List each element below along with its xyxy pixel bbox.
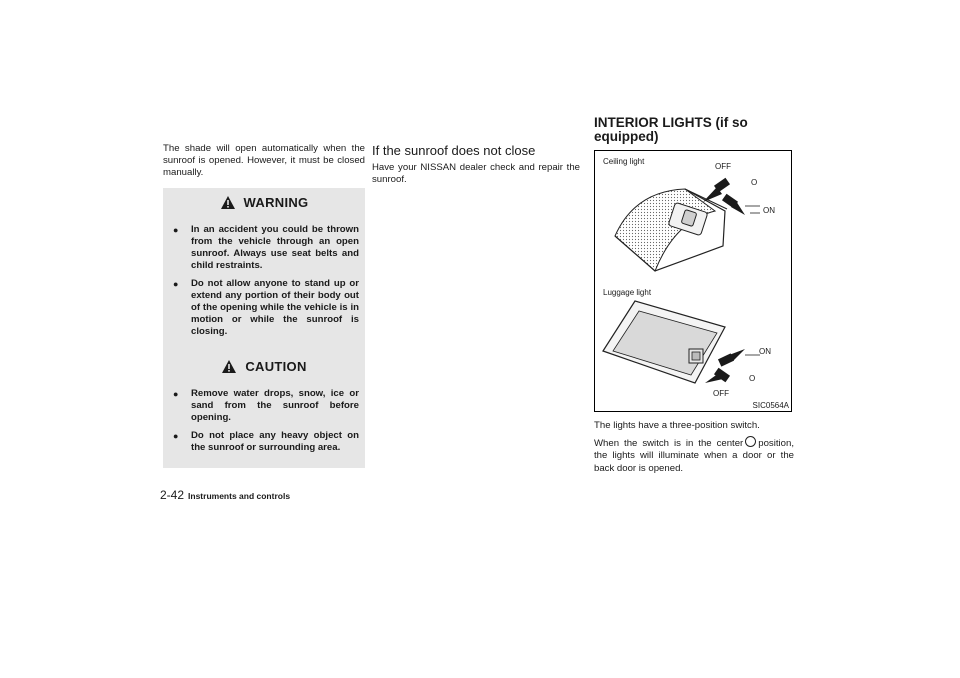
interior-lights-heading: INTERIOR LIGHTS (if so equipped) [594, 115, 748, 144]
section-name: Instruments and controls [188, 491, 291, 501]
shade-intro-text: The shade will open automatically when the sunroof is opened. However, it must be closed manually. [163, 143, 365, 179]
caution-label: CAUTION [245, 359, 307, 375]
luggage-off-label: OFF [713, 389, 729, 398]
left-column [163, 143, 365, 452]
interior-lights-illustration [595, 151, 791, 411]
bullet-icon: ● [173, 224, 179, 235]
center-position-text [594, 436, 794, 475]
caution-icon [221, 359, 237, 374]
center-position-circle-icon [745, 436, 756, 447]
ceiling-off-label: OFF [715, 162, 731, 171]
caution-item-text: Remove water drops, snow, ice or sand from the sunroof before opening. [191, 387, 359, 423]
sunroof-dealer-text: Have your NISSAN dealer check and repair the sunroof. [372, 162, 580, 186]
right-column [594, 116, 794, 475]
warning-label: WARNING [243, 195, 309, 211]
luggage-light-label: Luggage light [603, 288, 652, 297]
ceiling-light-label: Ceiling light [603, 157, 645, 166]
figure-code: SIC0564A [752, 401, 789, 410]
caution-box [163, 352, 365, 452]
list-item [169, 224, 359, 272]
luggage-on-label: ON [759, 347, 771, 356]
warning-item-text: Do not allow anyone to stand up or extend any portion of their body out of the opening while the vehicle is in motion or while the sunroof is closing. [191, 277, 359, 338]
ceiling-o-label: O [751, 178, 758, 187]
luggage-o-label: O [749, 374, 756, 383]
sunroof-not-close-heading: If the sunroof does not close [372, 143, 536, 158]
list-item [169, 278, 359, 338]
page-number: 2-42 [160, 488, 185, 502]
list-item [169, 430, 359, 454]
interior-lights-figure [594, 150, 792, 412]
center-position-text-a: When the switch is in the center [594, 438, 744, 450]
page-footer [160, 488, 290, 502]
bullet-icon: ● [173, 278, 179, 289]
bullet-icon: ● [173, 388, 179, 399]
warning-icon [220, 195, 236, 210]
warning-header [163, 188, 365, 218]
caution-header [163, 352, 365, 382]
caution-item-text: Do not place any heavy object on the sunroof or surrounding area. [191, 429, 359, 453]
ceiling-on-label: ON [763, 206, 775, 215]
middle-column [372, 143, 580, 186]
warning-box [163, 188, 365, 338]
bullet-icon: ● [173, 430, 179, 441]
center-position-text-b: position, the lights will illuminate when a door or the back door is opened. [594, 438, 794, 474]
three-position-text: The lights have a three-position switch. [594, 420, 760, 431]
warning-item-text: In an accident you could be thrown from the vehicle through an open sunroof. Always use seat belts and child restraints. [191, 223, 359, 271]
list-item [169, 388, 359, 424]
